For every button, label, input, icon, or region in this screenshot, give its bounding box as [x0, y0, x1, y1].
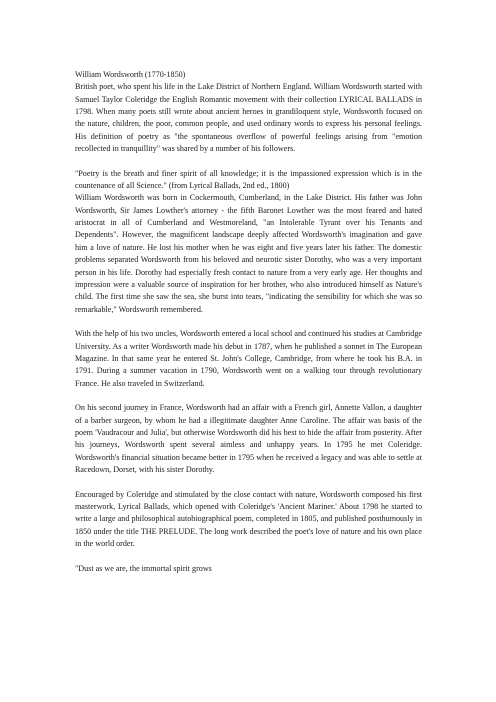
paragraph-spacer	[75, 550, 422, 562]
poetry-quote: "Poetry is the breath and finer spirit of all knowledge; it is the impassioned expression which is in the countenance of all Science." (from Lyrical Ballads, 2nd ed., 1800)	[75, 168, 422, 191]
intro-paragraph: British poet, who spent his life in the Lake District of Northern England. William Wordsworth started with Samuel Taylor Coleridge the English Romantic movement with their collection LYRICAL BALLADS in 1798. When many poets still wrote about ancient heroes in grandiloquent style, Wordsworth focused on the nature, children, the poor, common people, and used ordinary words to express his personal feelings. His definition of poetry as "the spontaneous overflow of powerful feelings arising from "emotion recollected in tranquillity" was shared by a number of his followers.	[75, 82, 422, 154]
france-paragraph: On his second journey in France, Wordsworth had an affair with a French girl, Annette Vallon, a daughter of a barber surgeon, by whom he had a illegitimate daughter Anne Caroline. The affair was basis of the poem 'Vaudracour and Julia', but otherwise Wordsworth did his best to hide the affair from posterity. After his journeys, Wordsworth spent several aimless and unhappy years. In 1795 he met Coleridge. Wordsworth's financial situation became better in 1795 when he received a legacy and was able to settle at Racedown, Dorset, with his sister Dorothy.	[75, 403, 422, 474]
paragraph-spacer	[75, 316, 422, 328]
paragraph-spacer	[75, 390, 422, 402]
paragraph-spacer	[75, 476, 422, 488]
lyrical-ballads-paragraph: Encouraged by Coleridge and stimulated by the close contact with nature, Wordsworth composed his first masterwork, Lyrical Ballads, which opened with Coleridge's 'Ancient Mariner.' About 1798 he started to write a large and philosophical autobiographical poem, completed in 1805, and published posthumously in 1850 under the title THE PRELUDE. The long work described the poet's love of nature and his own place in the world order.	[75, 489, 422, 549]
closing-quote: "Dust as we are, the immortal spirit grows	[75, 563, 212, 573]
early-life-paragraph: William Wordsworth was born in Cockermouth, Cumberland, in the Lake District. His father was John Wordsworth, Sir James Lowther's attorney - the fifth Baronet Lowther was the most feared and hated aristocrat in all of Cumberland and Westmoreland, "an Intolerable Tyrant over his Tenants and Dependents". However, the magnificent landscape deeply affected Wordsworth's imagination and gave him a love of nature. He lost his mother when he was eight and five years later his father. The domestic problems separated Wordsworth from his beloved and neurotic sister Dorothy, who was a very important person in his life. Dorothy had especially fresh contact to nature from a very early age. Her thoughts and impression were a valuable source of inspiration for her brother, who also introduced himself as Nature's child. The first time she saw the sea, she burst into tears, "indicating the sensibility for which she was so remarkable," Wordsworth remembered.	[75, 193, 422, 314]
education-paragraph: With the help of his two uncles, Wordsworth entered a local school and continued his studies at Cambridge University. As a writer Wordsworth made his debut in 1787, when he published a sonnet in The European Magazine. In that same year he entered St. John's College, Cambridge, from where he took his B.A. in 1791. During a summer vacation in 1790, Wordsworth went on a walking tour through revolutionary France. He also traveled in Switzerland.	[75, 329, 422, 388]
document-title: William Wordsworth (1770-1850)	[75, 70, 186, 79]
paragraph-spacer	[75, 155, 422, 167]
